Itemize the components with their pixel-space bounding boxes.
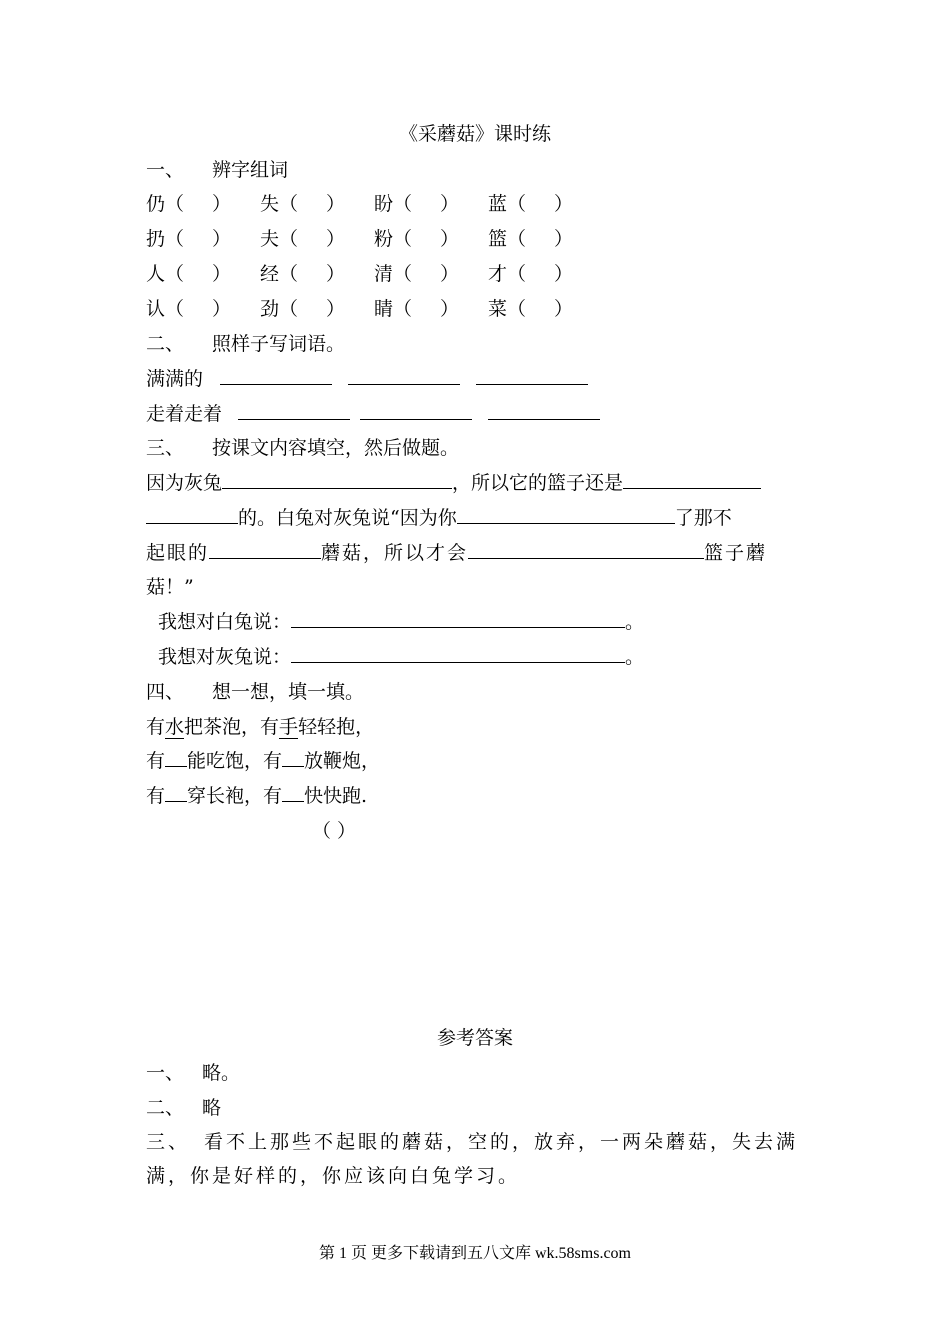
grid-cell: 菜（ — [488, 298, 527, 320]
section-4-heading — [146, 675, 364, 709]
grid-cell: 才（ — [488, 263, 527, 285]
answer-2 — [146, 1091, 221, 1125]
answer-blank[interactable] — [146, 501, 238, 524]
answer-blank[interactable] — [476, 362, 588, 385]
grid-cell: ） — [326, 298, 346, 320]
answer-blank[interactable] — [238, 397, 350, 420]
poem-title-blank[interactable]: （ ） — [312, 820, 357, 842]
answer-blank[interactable] — [348, 362, 460, 385]
answer-text: 略 — [202, 1097, 222, 1119]
grid-cell: 扔（ — [146, 228, 185, 250]
paragraph-line — [146, 466, 761, 500]
answer-blank[interactable] — [291, 605, 625, 628]
grid-cell: ） — [326, 263, 346, 285]
answer-blank[interactable] — [360, 397, 472, 420]
answer-text: 看不上那些不起眼的蘑菇，空的，放弃，一两朵蘑菇，失去满满，你是好样的，你应该向白兔学习。 — [146, 1131, 799, 1187]
question-prompt: 我想对白兔说： — [158, 611, 292, 633]
poem-text: 轻轻抱， — [298, 716, 375, 738]
section-1-heading — [146, 153, 288, 187]
grid-row — [146, 222, 573, 256]
grid-cell: 劲（ — [260, 298, 299, 320]
grid-cell: 人（ — [146, 263, 185, 285]
example-row — [146, 397, 600, 431]
grid-cell: 经（ — [260, 263, 299, 285]
answer-blank[interactable] — [220, 362, 332, 385]
grid-cell: 盼（ — [374, 193, 413, 215]
section-number: 二、 — [146, 333, 185, 355]
grid-row — [146, 292, 573, 326]
grid-cell: 蓝（ — [488, 193, 527, 215]
example-word: 走着走着 — [146, 403, 223, 425]
grid-cell: ） — [554, 228, 574, 250]
grid-cell: ） — [554, 298, 574, 320]
grid-cell: ） — [326, 193, 346, 215]
grid-cell: 夫（ — [260, 228, 299, 250]
grid-cell: ） — [440, 263, 460, 285]
grid-row — [146, 257, 573, 291]
answer-blank[interactable] — [165, 744, 187, 767]
grid-cell: ） — [440, 228, 460, 250]
grid-cell: 清（ — [374, 263, 413, 285]
paragraph-line — [146, 570, 194, 604]
paragraph-text: ，所以它的篮子还是 — [452, 472, 624, 494]
poem-line — [146, 779, 367, 813]
page-footer: 第 1 页 更多下载请到五八文库 wk.58sms.com — [318, 1245, 631, 1262]
answer-number: 三、 — [146, 1131, 191, 1153]
period: 。 — [625, 611, 645, 633]
poem-text: 有 — [146, 750, 166, 772]
section-label: 辨字组词 — [212, 159, 289, 181]
example-row — [146, 362, 588, 396]
grid-cell: ） — [440, 193, 460, 215]
section-label: 想一想，填一填。 — [212, 681, 365, 703]
example-word: 满满的 — [146, 368, 204, 390]
grid-cell: ） — [212, 263, 232, 285]
poem-text: 穿长袍，有 — [187, 785, 283, 807]
question-line — [158, 640, 644, 674]
paragraph-text: 篮子蘑 — [704, 542, 768, 564]
poem-text: 有 — [146, 785, 166, 807]
poem-text: 把茶泡，有 — [184, 716, 280, 738]
section-number: 三、 — [146, 437, 185, 459]
paragraph-text: 了那不 — [674, 507, 732, 529]
section-2-heading — [146, 327, 345, 361]
answer-blank[interactable] — [457, 501, 675, 524]
grid-cell: ） — [440, 298, 460, 320]
section-label: 照样子写词语。 — [212, 333, 346, 355]
poem-text: 能吃饱，有 — [187, 750, 283, 772]
answer-number: 二、 — [146, 1097, 185, 1119]
grid-cell: ） — [212, 193, 232, 215]
answer-text: 略。 — [202, 1062, 241, 1084]
section-3-heading — [146, 431, 459, 465]
grid-cell: ） — [212, 228, 232, 250]
question-prompt: 我想对灰兔说： — [158, 646, 292, 668]
grid-cell: 睛（ — [374, 298, 413, 320]
section-label: 按课文内容填空，然后做题。 — [212, 437, 460, 459]
grid-row — [146, 187, 573, 221]
paragraph-text: 的。白兔对灰兔说“因为你 — [238, 507, 457, 529]
grid-cell: 失（ — [260, 193, 299, 215]
paragraph-text: 菇！” — [146, 576, 194, 598]
grid-cell: ） — [554, 263, 574, 285]
grid-cell: 粉（ — [374, 228, 413, 250]
poem-line — [146, 710, 374, 744]
paragraph-line — [146, 536, 767, 570]
poem-line — [146, 744, 380, 778]
answer-blank[interactable] — [165, 779, 187, 802]
answer-blank[interactable] — [209, 536, 321, 559]
answer-blank[interactable] — [488, 397, 600, 420]
answer-blank[interactable] — [282, 779, 304, 802]
grid-cell: ） — [554, 193, 574, 215]
answers-title: 参考答案 — [436, 1027, 513, 1049]
answer-1 — [146, 1056, 240, 1090]
answer-blank[interactable] — [291, 640, 625, 663]
answer-number: 一、 — [146, 1062, 185, 1084]
worksheet-title: 《采蘑菇》课时练 — [398, 123, 551, 145]
grid-cell: 仍（ — [146, 193, 185, 215]
example-answer: 水 — [165, 716, 185, 738]
paragraph-text: 蘑菇，所以才会 — [321, 542, 469, 564]
answer-blank[interactable] — [222, 466, 452, 489]
grid-cell: 篮（ — [488, 228, 527, 250]
question-line — [158, 605, 644, 639]
answer-blank[interactable] — [282, 744, 304, 767]
poem-text: 有 — [146, 716, 166, 738]
grid-cell: 认（ — [146, 298, 185, 320]
answer-blank[interactable] — [468, 536, 704, 559]
poem-text: 快快跑. — [304, 785, 368, 807]
paragraph-text: 因为灰兔 — [146, 472, 223, 494]
grid-cell: ） — [212, 298, 232, 320]
answer-3 — [146, 1125, 806, 1193]
poem-text: 放鞭炮， — [304, 750, 381, 772]
section-number: 一、 — [146, 159, 185, 181]
example-answer: 手 — [279, 716, 299, 738]
paragraph-text: 起眼的 — [146, 542, 210, 564]
period: 。 — [625, 646, 645, 668]
paragraph-line — [146, 501, 732, 535]
section-number: 四、 — [146, 681, 185, 703]
grid-cell: ） — [326, 228, 346, 250]
answer-blank[interactable] — [623, 466, 761, 489]
